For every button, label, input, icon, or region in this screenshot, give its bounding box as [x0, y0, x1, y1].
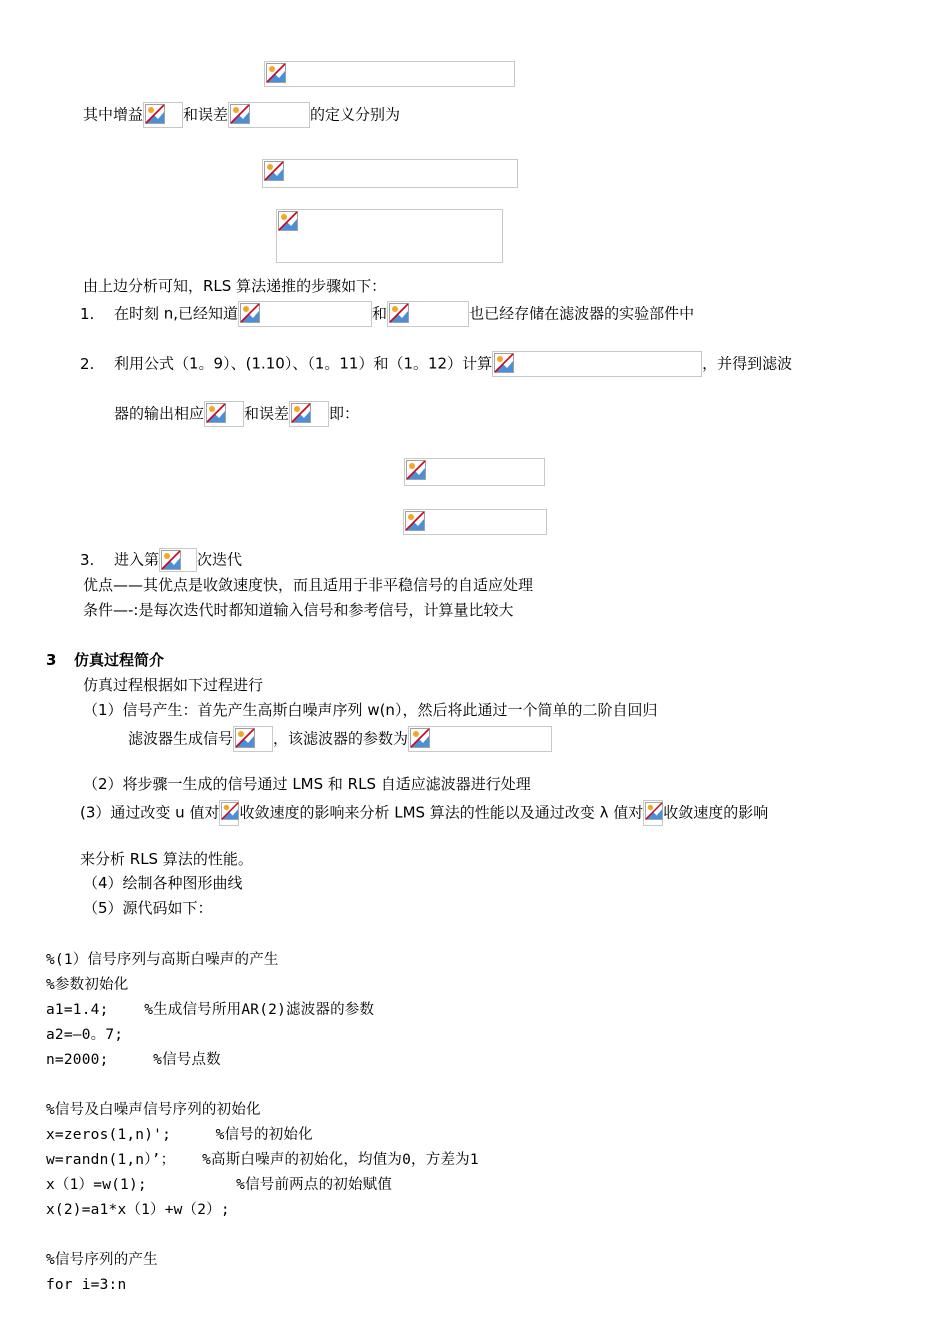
gain-definition-line: 其中增益 和误差 的定义分别为	[83, 102, 400, 128]
code-line: %信号及白噪声信号序列的初始化	[46, 1102, 261, 1118]
section-heading: 3 仿真过程简介	[46, 651, 165, 669]
code-line: a1=1.4; %生成信号所用AR(2)滤波器的参数	[46, 1002, 375, 1018]
broken-image-icon	[406, 460, 426, 480]
step-3: 3. 进入第 次迭代	[80, 548, 242, 572]
broken-image-icon	[240, 303, 260, 323]
equation-image	[403, 509, 547, 535]
equation-image	[262, 159, 518, 188]
equation-image	[204, 401, 244, 427]
equation-image	[289, 401, 329, 427]
sim-item-3: (3）通过改变 u 值对 收敛速度的影响来分析 LMS 算法的性能以及通过改变 λ 值对 收敛速度的影响	[80, 800, 768, 826]
broken-image-icon	[206, 403, 226, 423]
equation-image	[408, 726, 552, 752]
broken-image-icon	[235, 728, 255, 748]
code-line: x=zeros(1,n)'; %信号的初始化	[46, 1127, 313, 1143]
sim-item-1-continued: 滤波器生成信号 ，该滤波器的参数为	[128, 726, 552, 752]
equation-image	[159, 548, 197, 572]
code-line: w=randn(1,n）’； %高斯白噪声的初始化，均值为0，方差为1	[46, 1152, 479, 1168]
condition-text: 条件—-:是每次迭代时都知道输入信号和参考信号，计算量比较大	[83, 601, 514, 619]
broken-image-icon	[230, 104, 250, 124]
step-2: 2. 利用公式（1。9）、(1.10）、（1。11）和（1。12）计算 ，并得到滤波	[80, 351, 792, 377]
sim-item-2: （2）将步骤一生成的信号通过 LMS 和 RLS 自适应滤波器进行处理	[83, 775, 531, 793]
code-line: a2=—0。7;	[46, 1027, 124, 1043]
step-2-continued: 器的输出相应 和误差 即：	[114, 401, 359, 427]
sim-item-5: （5）源代码如下：	[83, 899, 213, 917]
gain-symbol-image	[143, 102, 183, 128]
broken-image-icon	[389, 303, 409, 323]
equation-image	[219, 800, 239, 826]
advantage-text: 优点——其优点是收敛速度快，而且适用于非平稳信号的自适应处理	[83, 576, 534, 594]
broken-image-icon	[291, 403, 311, 423]
equation-image	[643, 800, 663, 826]
source-code	[46, 948, 479, 1298]
error-symbol-image	[228, 102, 310, 128]
equation-image	[276, 209, 503, 263]
code-line: for i=3:n	[46, 1277, 127, 1293]
broken-image-icon	[264, 161, 284, 181]
rls-summary: 由上边分析可知，RLS 算法递推的步骤如下：	[83, 277, 387, 295]
broken-image-icon	[645, 802, 663, 820]
equation-image	[387, 301, 469, 327]
broken-image-icon	[405, 511, 425, 531]
sim-item-4: （4）绘制各种图形曲线	[83, 874, 243, 892]
sim-item-3-continued: 来分析 RLS 算法的性能。	[80, 850, 253, 868]
code-line: x(2)=a1*x（1）+w（2）;	[46, 1202, 230, 1218]
code-line: %信号序列的产生	[46, 1252, 158, 1268]
code-line: %参数初始化	[46, 977, 129, 993]
code-line	[46, 1223, 479, 1248]
sim-item-1: （1）信号产生：首先产生高斯白噪声序列 w(n），然后将此通过一个简单的二阶自回归	[83, 701, 658, 719]
broken-image-icon	[266, 63, 286, 83]
step-1: 1. 在时刻 n,已经知道 和 也已经存储在滤波器的实验部件中	[80, 301, 694, 327]
broken-image-icon	[410, 728, 430, 748]
code-line: x（1）=w(1); %信号前两点的初始赋值	[46, 1177, 393, 1193]
broken-image-icon	[494, 353, 514, 373]
broken-image-icon	[278, 211, 298, 231]
broken-image-icon	[161, 550, 181, 570]
equation-image	[233, 726, 273, 752]
equation-image	[264, 61, 515, 87]
code-line	[46, 1073, 479, 1098]
code-line: n=2000; %信号点数	[46, 1052, 221, 1068]
broken-image-icon	[145, 104, 165, 124]
code-line: %(1）信号序列与高斯白噪声的产生	[46, 952, 279, 968]
equation-image	[492, 351, 702, 377]
equation-image	[238, 301, 372, 327]
broken-image-icon	[221, 802, 239, 820]
equation-image	[404, 458, 545, 486]
sim-intro: 仿真过程根据如下过程进行	[83, 676, 264, 694]
